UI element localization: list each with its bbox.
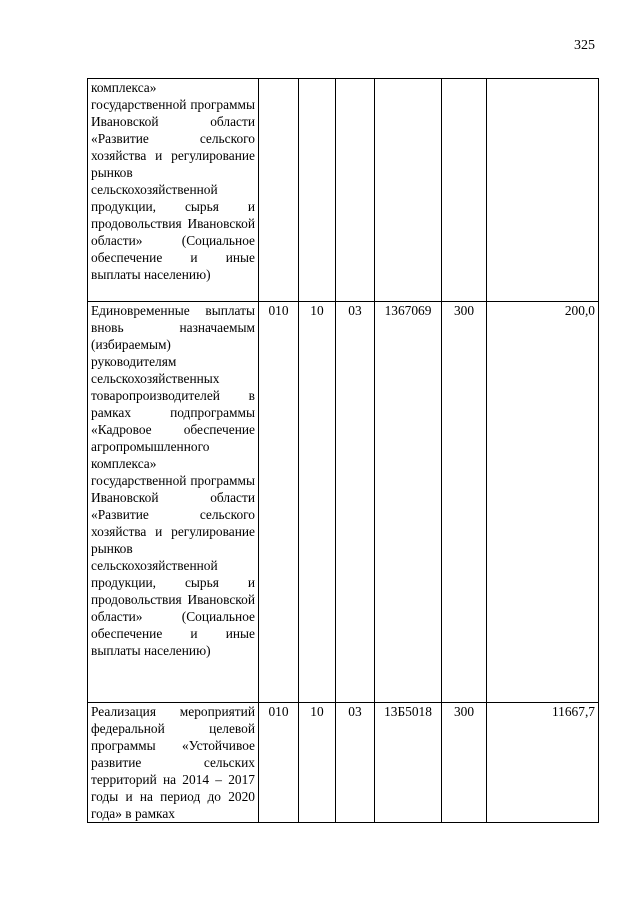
expense-type-code [442, 79, 487, 302]
budget-table [87, 78, 599, 823]
row-description: Единовременные выплаты вновь назначаемым (избираемым) руководителям сельскохозяйственных товаропроизводителей в рамках подпрограммы «Кадровое обеспечение агропромышленного комплекса» государственной программы Ивановской области «Развитие сельского хозяйства и регулирование рынков сельскохозяйственной продукции, сырья и продовольствия Ивановской области» (Социальное обеспечение и иные выплаты населению) [88, 302, 259, 703]
section-code: 10 [299, 703, 336, 823]
target-article-code: 1367069 [375, 302, 442, 703]
table-row [88, 79, 599, 302]
ministry-code: 010 [259, 302, 299, 703]
amount-cell [487, 79, 599, 302]
section-code [299, 79, 336, 302]
row-description: Реализация мероприятий федеральной целевой программы «Устойчивое развитие сельских территорий на 2014 – 2017 годы и на период до 2020 года» в рамках [88, 703, 259, 823]
row-description: комплекса» государственной программы Ивановской области «Развитие сельского хозяйства и регулирование рынков сельскохозяйственной продукции, сырья и продовольствия Ивановской области» (Социальное обеспечение и иные выплаты населению) [88, 79, 259, 302]
target-article-code: 13Б5018 [375, 703, 442, 823]
ministry-code: 010 [259, 703, 299, 823]
amount-cell: 11667,7 [487, 703, 599, 823]
table-row [88, 302, 599, 703]
ministry-code [259, 79, 299, 302]
section-code: 10 [299, 302, 336, 703]
target-article-code [375, 79, 442, 302]
subsection-code: 03 [336, 703, 375, 823]
subsection-code [336, 79, 375, 302]
page-number: 325 [574, 38, 595, 53]
subsection-code: 03 [336, 302, 375, 703]
expense-type-code: 300 [442, 302, 487, 703]
expense-type-code: 300 [442, 703, 487, 823]
amount-cell: 200,0 [487, 302, 599, 703]
table-row [88, 703, 599, 823]
